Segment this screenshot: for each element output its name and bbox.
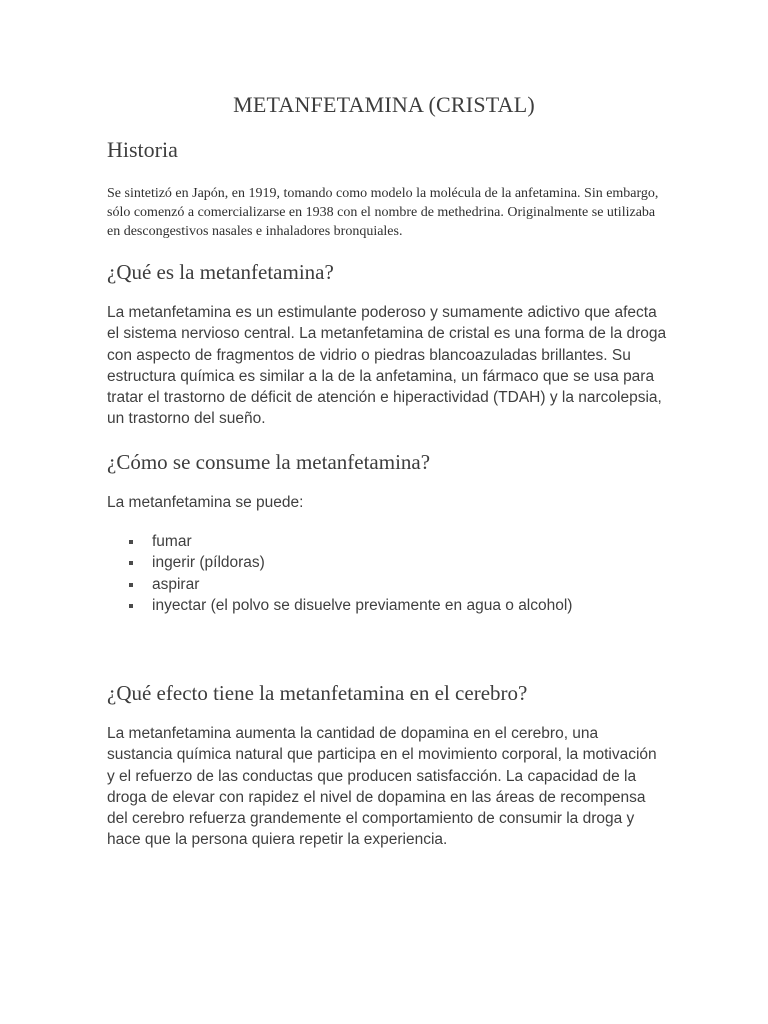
- list-item-label: fumar: [152, 533, 192, 550]
- square-bullet-icon: [129, 561, 133, 565]
- square-bullet-icon: [129, 604, 133, 608]
- section-heading-que-es: ¿Qué es la metanfetamina?: [107, 260, 334, 284]
- list-item: [128, 531, 572, 552]
- square-bullet-icon: [129, 583, 133, 587]
- section-heading-efecto: ¿Qué efecto tiene la metanfetamina en el cerebro?: [107, 681, 528, 705]
- square-bullet-icon: [129, 540, 133, 544]
- list-item: [128, 595, 572, 616]
- list-item-label: inyectar (el polvo se disuelve previamente en agua o alcohol): [152, 596, 573, 614]
- efecto-paragraph: La metanfetamina aumenta la cantidad de dopamina en el cerebro, una sustancia química natural que participa en el movimiento corporal, la motivación y el refuerzo de las conductas que producen satisfacción. La capacidad de la droga de elevar con rapidez el nivel de dopamina en las áreas de recompensa del cerebro refuerza grandemente el comportamiento de consumir la droga y hace que la persona quiera repetir la experiencia.: [107, 725, 657, 849]
- document-title: METANFETAMINA (CRISTAL): [233, 92, 535, 117]
- section-heading-como-consume: ¿Cómo se consume la metanfetamina?: [107, 450, 431, 474]
- section-heading-historia: Historia: [107, 137, 178, 162]
- como-consume-intro: La metanfetamina se puede:: [107, 494, 304, 511]
- que-es-paragraph: La metanfetamina es un estimulante poderoso y sumamente adictivo que afecta el sistema nervioso central. La metanfetamina de cristal es una forma de la droga con aspecto de fragmentos de vidrio o piedras blancoazuladas brillantes. Su estructura química es similar a la de la anfetamina, un fármaco que se usa para tratar el trastorno de déficit de atención e hiperactividad (TDAH) y la narcolepsia, un trastorno del sueño.: [107, 304, 667, 428]
- historia-paragraph: Se sintetizó en Japón, en 1919, tomando como modelo la molécula de la anfetamina. Sin embargo, sólo comenzó a comercializarse en 1938 con el nombre de methedrina. Originalmente se utilizaba en descongestivos nasales e inhaladores bronquiales.: [107, 186, 659, 239]
- list-item-label: ingerir (píldoras): [152, 554, 265, 572]
- list-item: [128, 574, 572, 595]
- consumption-methods-list: [128, 531, 572, 616]
- list-item: [128, 552, 572, 573]
- list-item-label: aspirar: [152, 575, 200, 593]
